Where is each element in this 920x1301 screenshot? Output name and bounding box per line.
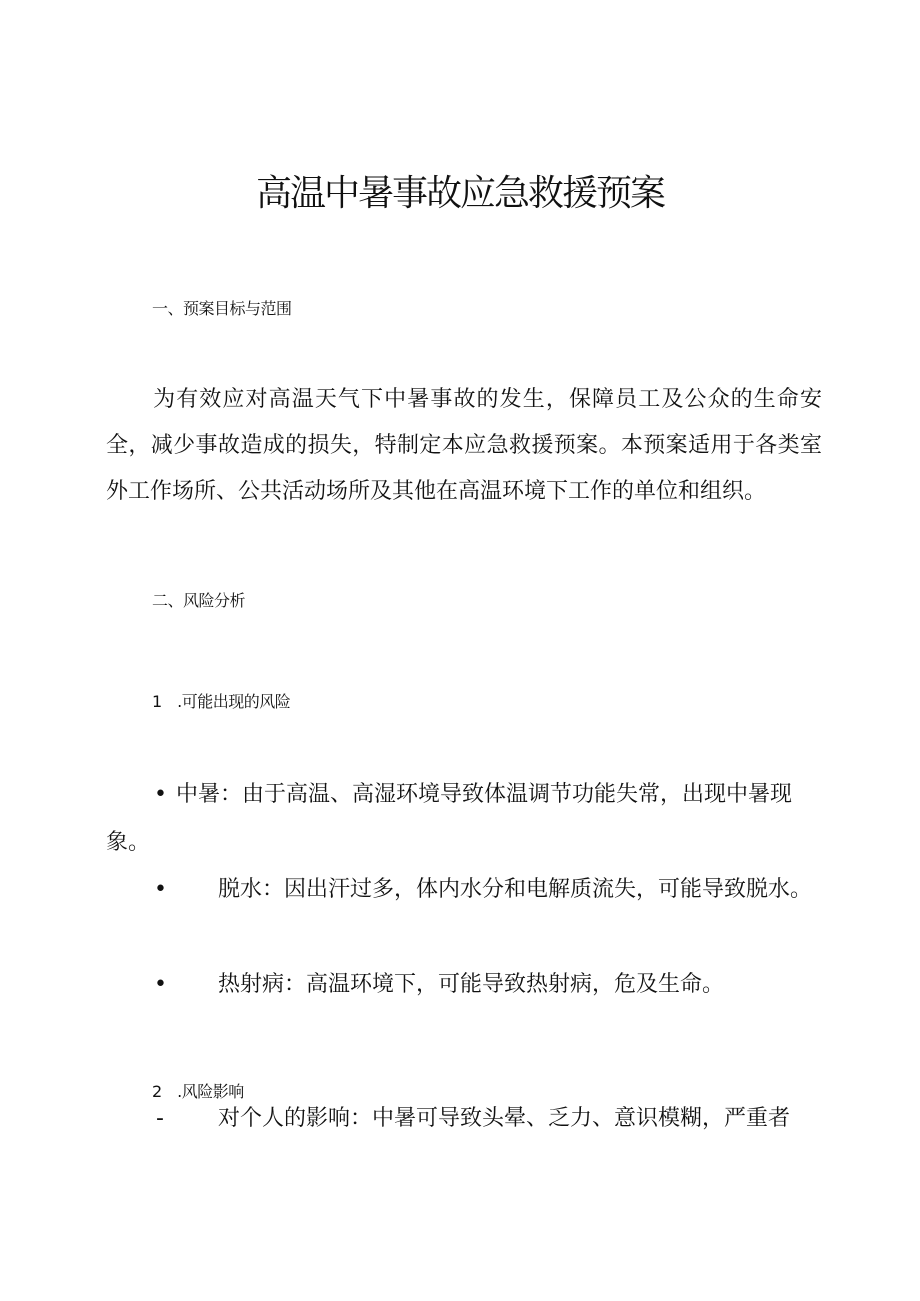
- list-item: [106, 771, 822, 867]
- section-paragraph-objectives: [106, 377, 822, 515]
- list-item-text: 对个人的影响：中暑可导致头晕、乏力、意识模糊，严重者: [218, 1106, 791, 1131]
- list-item: [106, 866, 822, 914]
- bullet-marker: •: [154, 972, 167, 997]
- list-item-text: 热射病：高温环境下，可能导致热射病，危及生命。: [218, 972, 725, 997]
- dash-marker: -: [156, 1106, 164, 1131]
- section-heading-objectives: 一、预案目标与范围: [152, 299, 292, 318]
- list-item-text: 脱水：因出汗过多，体内水分和电解质流失，可能导致脱水。: [218, 877, 813, 902]
- document-title: 高温中暑事故应急救援预案: [255, 173, 664, 214]
- paragraph-text: 为有效应对高温天气下中暑事故的发生，保障员工及公众的生命安全，减少事故造成的损失，特制定本应急救援预案。本预案适用于各类室外工作场所、公共活动场所及其他在高温环境下工作的单位和组织。: [106, 387, 822, 504]
- subsection-heading-risk-impact: 2 .风险影响: [152, 1082, 244, 1101]
- bullet-marker: •: [154, 877, 167, 902]
- list-item: [106, 1095, 822, 1143]
- subsection-heading-possible-risks: 1 .可能出现的风险: [152, 692, 291, 711]
- section-heading-risk-analysis: 二、风险分析: [152, 591, 246, 610]
- list-item-text: 中暑：由于高温、高湿环境导致体温调节功能失常，出现中暑现象。: [106, 782, 793, 855]
- bullet-marker: •: [154, 782, 167, 807]
- list-item: [106, 961, 822, 1009]
